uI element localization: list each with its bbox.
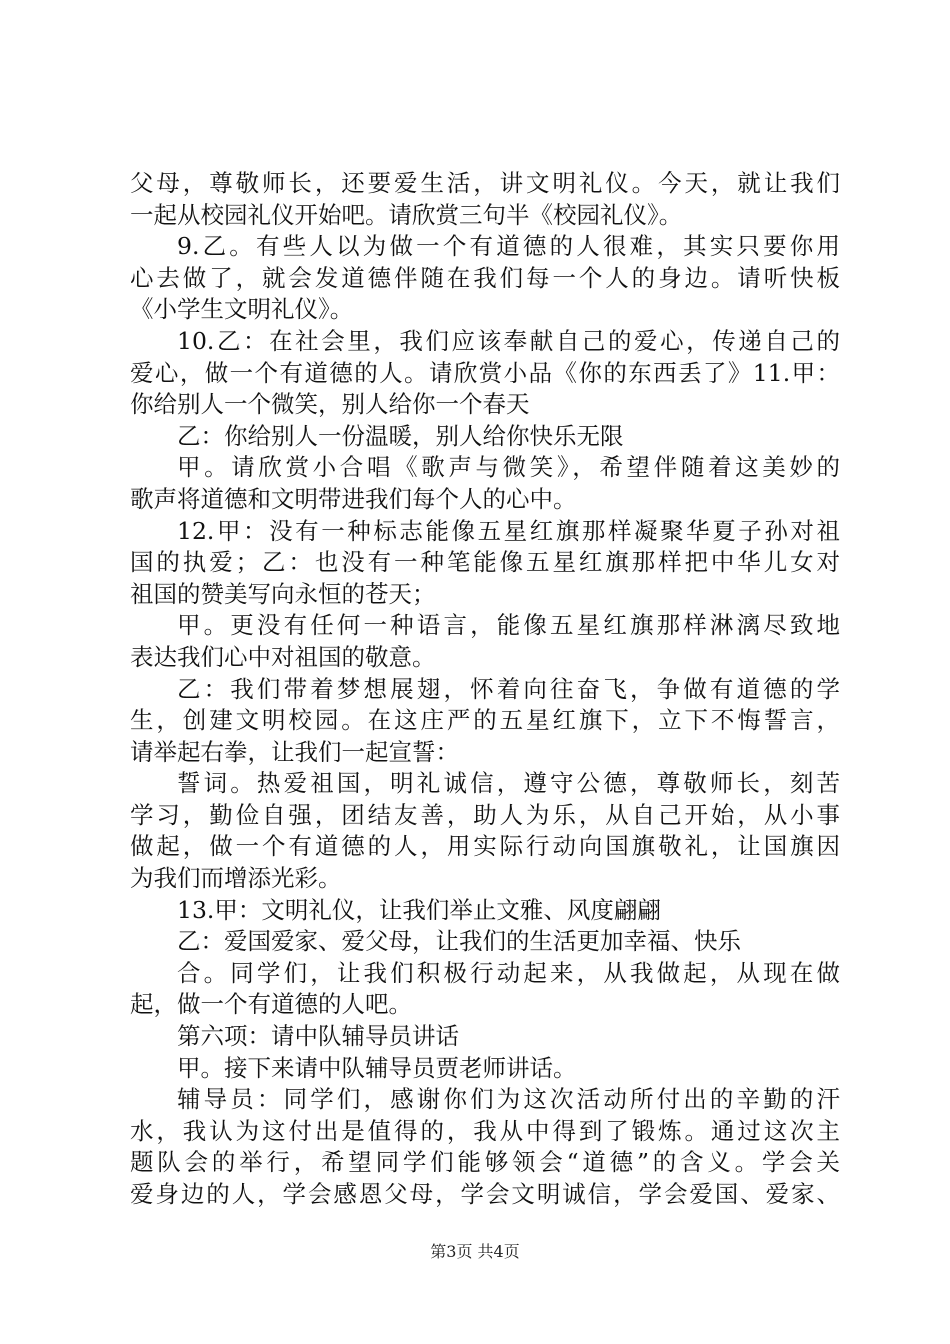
text-line: 12.甲：没有一种标志能像五星红旗那样凝聚华夏子孙对祖 (177, 516, 840, 545)
text-line: 心去做了，就会发道德伴随在我们每一个人的身边。请听快板 (130, 263, 840, 292)
text-line: 合。同学们，让我们积极行动起来，从我做起，从现在做 (177, 958, 840, 987)
text-line: 题队会的举行，希望同学们能够领会“道德”的含义。学会关 (130, 1148, 840, 1177)
page-number-footer: 第3页 共4页 (430, 1242, 520, 1261)
text-line: 乙：你给别人一份温暖，别人给你快乐无限 (177, 421, 624, 450)
text-line: 《小学生文明礼仪》。 (130, 295, 354, 324)
text-line: 父母，尊敬师长，还要爱生活，讲文明礼仪。今天，就让我们 (130, 169, 840, 197)
text-line: 甲。请欣赏小合唱《歌声与微笑》，希望伴随着这美妙的 (177, 453, 840, 482)
text-line: 学习，勤俭自强，团结友善，助人为乐，从自己开始，从小事 (130, 800, 840, 829)
text-line: 9.乙。有些人以为做一个有道德的人很难，其实只要你用 (177, 232, 840, 261)
text-line: 水，我认为这付出是值得的，我从中得到了锻炼。通过这次主 (130, 1116, 840, 1145)
text-line: 乙：爱国爱家、爱父母，让我们的生活更加幸福、快乐 (177, 927, 741, 956)
text-line: 国的执爱；乙：也没有一种笔能像五星红旗那样把中华儿女对 (130, 548, 840, 577)
text-line: 祖国的赞美写向永恒的苍天； (130, 579, 436, 608)
text-line: 誓词。热爱祖国，明礼诚信，遵守公德，尊敬师长，刻苦 (177, 769, 840, 798)
text-line: 爱身边的人，学会感恩父母，学会文明诚信，学会爱国、爱家、 (130, 1180, 840, 1208)
text-line: 表达我们心中对祖国的敬意。 (130, 642, 436, 671)
text-line: 10.乙：在社会里，我们应该奉献自己的爱心，传递自己的 (177, 326, 840, 355)
text-line: 一起从校园礼仪开始吧。请欣赏三句半《校园礼仪》。 (130, 200, 683, 229)
document-body (130, 168, 840, 1211)
text-line: 甲。接下来请中队辅导员贾老师讲话。 (177, 1053, 577, 1082)
text-line: 生，创建文明校园。在这庄严的五星红旗下，立下不悔誓言， (130, 706, 840, 735)
text-line: 做起，做一个有道德的人，用实际行动向国旗敬礼，让国旗因 (130, 832, 840, 861)
text-line: 第六项：请中队辅导员讲话 (177, 1022, 459, 1051)
text-line: 起，做一个有道德的人吧。 (130, 990, 412, 1019)
text-line: 甲。更没有任何一种语言，能像五星红旗那样淋漓尽致地 (177, 611, 840, 640)
text-line: 13.甲：文明礼仪，让我们举止文雅、风度翩翩 (177, 895, 661, 924)
text-line: 为我们而增添光彩。 (130, 864, 342, 893)
text-line: 爱心，做一个有道德的人。请欣赏小品《你的东西丢了》11.甲： (130, 358, 840, 387)
text-line: 请举起右拳，让我们一起宣誓： (130, 737, 459, 766)
text-line: 歌声将道德和文明带进我们每个人的心中。 (130, 484, 577, 513)
text-line: 乙：我们带着梦想展翅，怀着向往奋飞，争做有道德的学 (177, 674, 840, 703)
text-line: 辅导员：同学们，感谢你们为这次活动所付出的辛勤的汗 (177, 1085, 840, 1114)
text-line: 你给别人一个微笑，别人给你一个春天 (130, 390, 530, 419)
